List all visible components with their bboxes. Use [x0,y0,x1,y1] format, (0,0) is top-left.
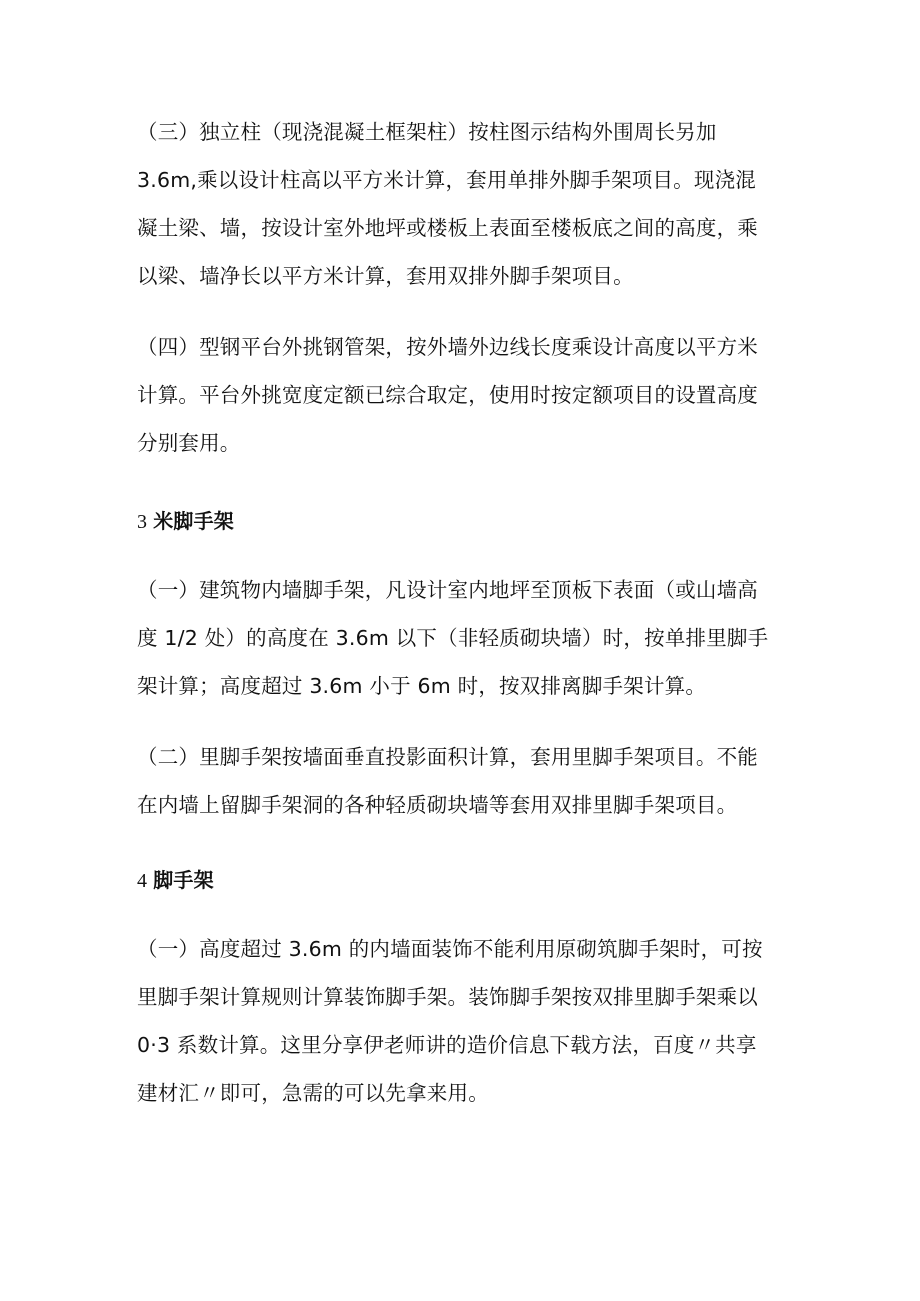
text-line: （二）里脚手架按墙面垂直投影面积计算，套用里脚手架项目。不能 [137,745,758,769]
section-heading-line [137,856,787,904]
section-title: 米脚手架 [153,509,235,533]
text-line: 0·3 系数计算。这里分享伊老师讲的造价信息下载方法，百度〃共享 [137,1033,757,1057]
text-line: 架计算；高度超过 3.6m 小于 6m 时，按双排离脚手架计算。 [137,674,707,698]
text-line: 凝土梁、墙，按设计室外地坪或楼板上表面至楼板底之间的高度，乘 [137,216,758,240]
paragraph-interior-wall-scaffold [137,566,787,710]
paragraph-steel-platform [137,323,787,467]
text-line: （四）型钢平台外挑钢管架，按外墙外边线长度乘设计高度以平方米 [137,335,758,359]
paragraph-inner-scaffold-area [137,733,787,829]
paragraph-independent-columns [137,108,787,300]
text-line: 度 1/2 处）的高度在 3.6m 以下（非轻质砌块墙）时，按单排里脚手 [137,626,769,650]
section-heading-line [137,497,787,545]
paragraph-decoration-scaffold [137,925,787,1117]
text-line: 里脚手架计算规则计算装饰脚手架。装饰脚手架按双排里脚手架乘以 [137,985,758,1009]
text-line: 分别套用。 [137,431,241,455]
section-heading-3 [137,497,787,545]
text-line: （一）高度超过 3.6m 的内墙面装饰不能利用原砌筑脚手架时，可按 [137,937,763,961]
section-heading-4 [137,856,787,904]
text-line: 计算。平台外挑宽度定额已综合取定，使用时按定额项目的设置高度 [137,383,758,407]
text-line: 3.6m,乘以设计柱高以平方米计算，套用单排外脚手架项目。现浇混 [137,168,756,192]
text-line: （一）建筑物内墙脚手架，凡设计室内地坪至顶板下表面（或山墙高 [137,578,758,602]
section-title: 脚手架 [153,868,214,892]
text-line: 建材汇〃即可，急需的可以先拿来用。 [137,1081,489,1105]
section-number: 4 [137,870,148,892]
text-line: （三）独立柱（现浇混凝土框架柱）按柱图示结构外围周长另加 [137,120,717,144]
text-line: 以梁、墙净长以平方米计算，套用双排外脚手架项目。 [137,264,634,288]
section-number: 3 [137,511,148,533]
text-line: 在内墙上留脚手架洞的各种轻质砌块墙等套用双排里脚手架项目。 [137,793,738,817]
